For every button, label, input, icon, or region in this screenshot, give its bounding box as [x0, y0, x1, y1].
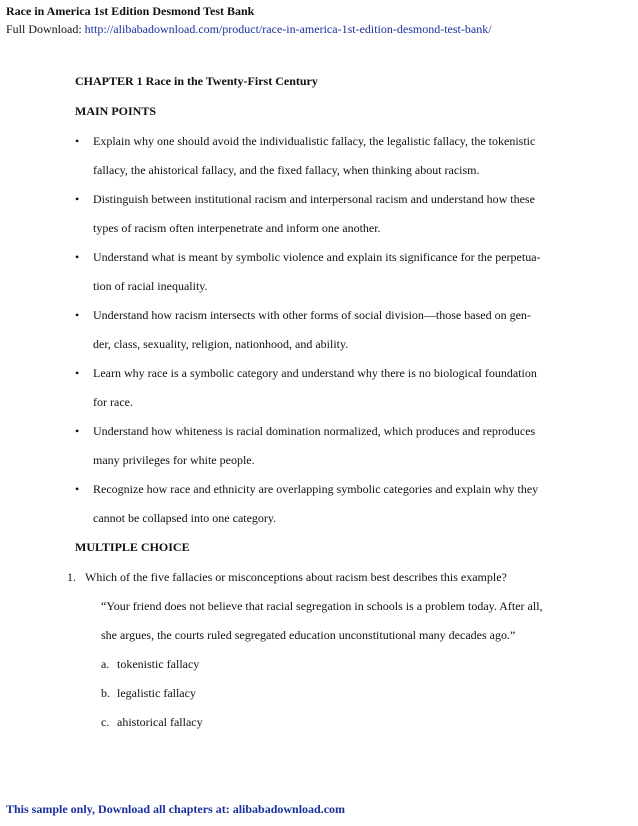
main-point-line: Understand how racism intersects with other forms of social division—those based on gen- [93, 308, 531, 322]
bullet-icon: • [75, 250, 80, 264]
main-point-line: Distinguish between institutional racism and interpersonal racism and understand how these [93, 192, 535, 206]
full-download-link[interactable]: http://alibabadownload.com/product/race-in-america-1st-edition-desmond-test-bank/ [84, 22, 492, 36]
main-point-line: Explain why one should avoid the individualistic fallacy, the legalistic fallacy, the tokenistic [93, 134, 536, 148]
main-point-line: fallacy, the ahistorical fallacy, and the fixed fallacy, when thinking about racism. [93, 163, 480, 177]
option-letter: a. [101, 657, 110, 671]
option-text: legalistic fallacy [117, 686, 196, 700]
main-point-line: Learn why race is a symbolic category and understand why there is no biological foundation [93, 366, 537, 380]
main-point-line: der, class, sexuality, religion, nationhood, and ability. [93, 337, 349, 351]
bullet-icon: • [75, 366, 80, 380]
option-text: tokenistic fallacy [117, 657, 200, 671]
main-point-line: Recognize how race and ethnicity are overlapping symbolic categories and explain why they [93, 482, 539, 496]
question-quote-line: she argues, the courts ruled segregated education unconstitutional many decades ago.” [101, 628, 516, 642]
main-point-line: cannot be collapsed into one category. [93, 511, 277, 525]
main-point-line: Understand how whiteness is racial domination normalized, which produces and reproduces [93, 424, 536, 438]
option-text: ahistorical fallacy [117, 715, 203, 729]
full-download-line [6, 22, 492, 37]
download-footer: This sample only, Download all chapters at: alibabadownload.com [6, 802, 346, 816]
chapter-title: CHAPTER 1 Race in the Twenty-First Century [75, 74, 318, 88]
question-number: 1. [67, 570, 76, 584]
document-header-title: Race in America 1st Edition Desmond Test Bank [6, 4, 255, 18]
main-point-line: Understand what is meant by symbolic violence and explain its significance for the perpetua- [93, 250, 541, 264]
question-quote-line: “Your friend does not believe that racial segregation in schools is a problem today. After all, [101, 599, 543, 613]
option-letter: b. [101, 686, 110, 700]
answer-option [101, 715, 203, 730]
bullet-icon: • [75, 308, 80, 322]
bullet-icon: • [75, 134, 80, 148]
main-point-line: types of racism often interpenetrate and inform one another. [93, 221, 381, 235]
full-download-label: Full Download: [6, 22, 85, 36]
bullet-icon: • [75, 192, 80, 206]
answer-option [101, 686, 196, 701]
answer-option [101, 657, 199, 672]
bullet-icon: • [75, 482, 80, 496]
main-point-line: for race. [93, 395, 133, 409]
bullet-icon: • [75, 424, 80, 438]
main-point-line: tion of racial inequality. [93, 279, 208, 293]
question-text: Which of the five fallacies or misconceptions about racism best describes this example? [85, 570, 507, 584]
main-point-line: many privileges for white people. [93, 453, 255, 467]
option-letter: c. [101, 715, 110, 729]
main-points-heading: MAIN POINTS [75, 104, 157, 118]
multiple-choice-heading: MULTIPLE CHOICE [75, 540, 190, 554]
